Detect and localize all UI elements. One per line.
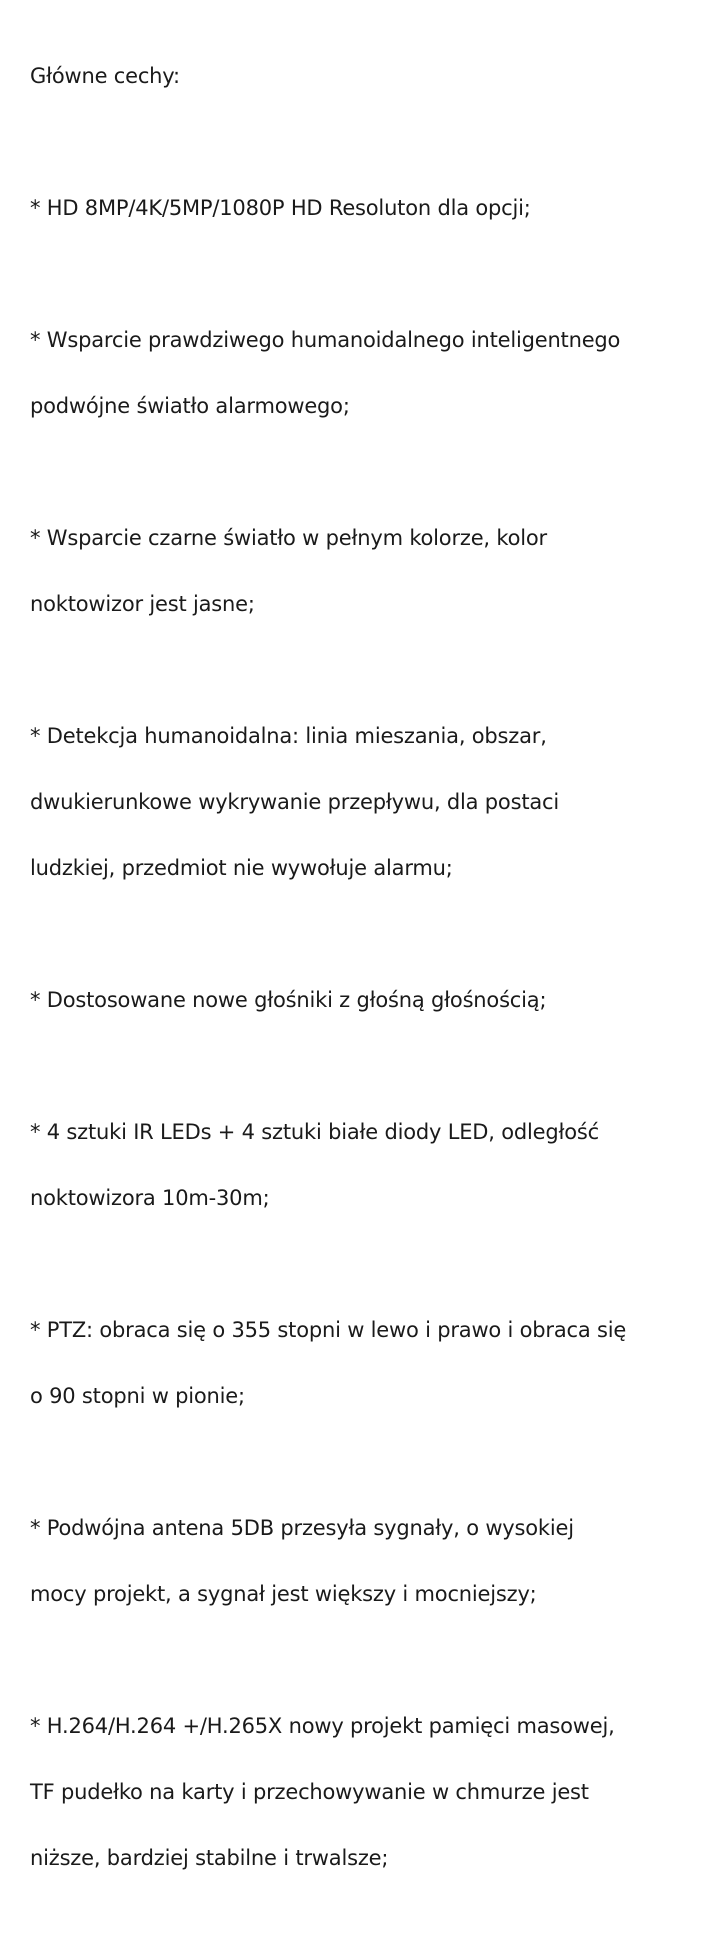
- feature-line: podwójne światło alarmowego;: [30, 394, 350, 418]
- feature-item: [30, 1083, 710, 1248]
- feature-line: * Dostosowane nowe głośniki z głośną głośnością;: [30, 988, 547, 1012]
- feature-line: * Detekcja humanoidalna: linia mieszania, obszar,: [30, 724, 547, 748]
- feature-line: * Podwójna antena 5DB przesyła sygnały, o wysokiej: [30, 1516, 574, 1540]
- feature-line: niższe, bardziej stabilne i trwalsze;: [30, 1846, 389, 1870]
- feature-item: [30, 1479, 710, 1644]
- feature-item: [30, 489, 710, 654]
- feature-item: [30, 159, 710, 258]
- feature-line: TF pudełko na karty i przechowywanie w chmurze jest: [30, 1780, 589, 1804]
- feature-line: noktowizor jest jasne;: [30, 592, 255, 616]
- feature-line: ludzkiej, przedmiot nie wywołuje alarmu;: [30, 856, 453, 880]
- document-heading: [30, 27, 710, 126]
- document-body: [30, 27, 710, 1941]
- feature-item: [30, 1281, 710, 1446]
- feature-line: o 90 stopni w pionie;: [30, 1384, 245, 1408]
- feature-line: mocy projekt, a sygnał jest większy i mocniejszy;: [30, 1582, 537, 1606]
- feature-line: noktowizora 10m-30m;: [30, 1186, 270, 1210]
- feature-line: * 4 sztuki IR LEDs + 4 sztuki białe diody LED, odległość: [30, 1120, 599, 1144]
- feature-line: * H.264/H.264 +/H.265X nowy projekt pamięci masowej,: [30, 1714, 615, 1738]
- feature-list: [30, 159, 710, 1908]
- feature-item: [30, 291, 710, 456]
- feature-line: * PTZ: obraca się o 355 stopni w lewo i prawo i obraca się: [30, 1318, 627, 1342]
- heading-text: Główne cechy:: [30, 64, 180, 88]
- feature-item: [30, 951, 710, 1050]
- feature-item: [30, 687, 710, 918]
- feature-item: [30, 1677, 710, 1908]
- feature-line: * Wsparcie prawdziwego humanoidalnego inteligentnego: [30, 328, 621, 352]
- feature-line: * HD 8MP/4K/5MP/1080P HD Resoluton dla opcji;: [30, 196, 531, 220]
- feature-line: dwukierunkowe wykrywanie przepływu, dla postaci: [30, 790, 560, 814]
- feature-line: * Wsparcie czarne światło w pełnym kolorze, kolor: [30, 526, 547, 550]
